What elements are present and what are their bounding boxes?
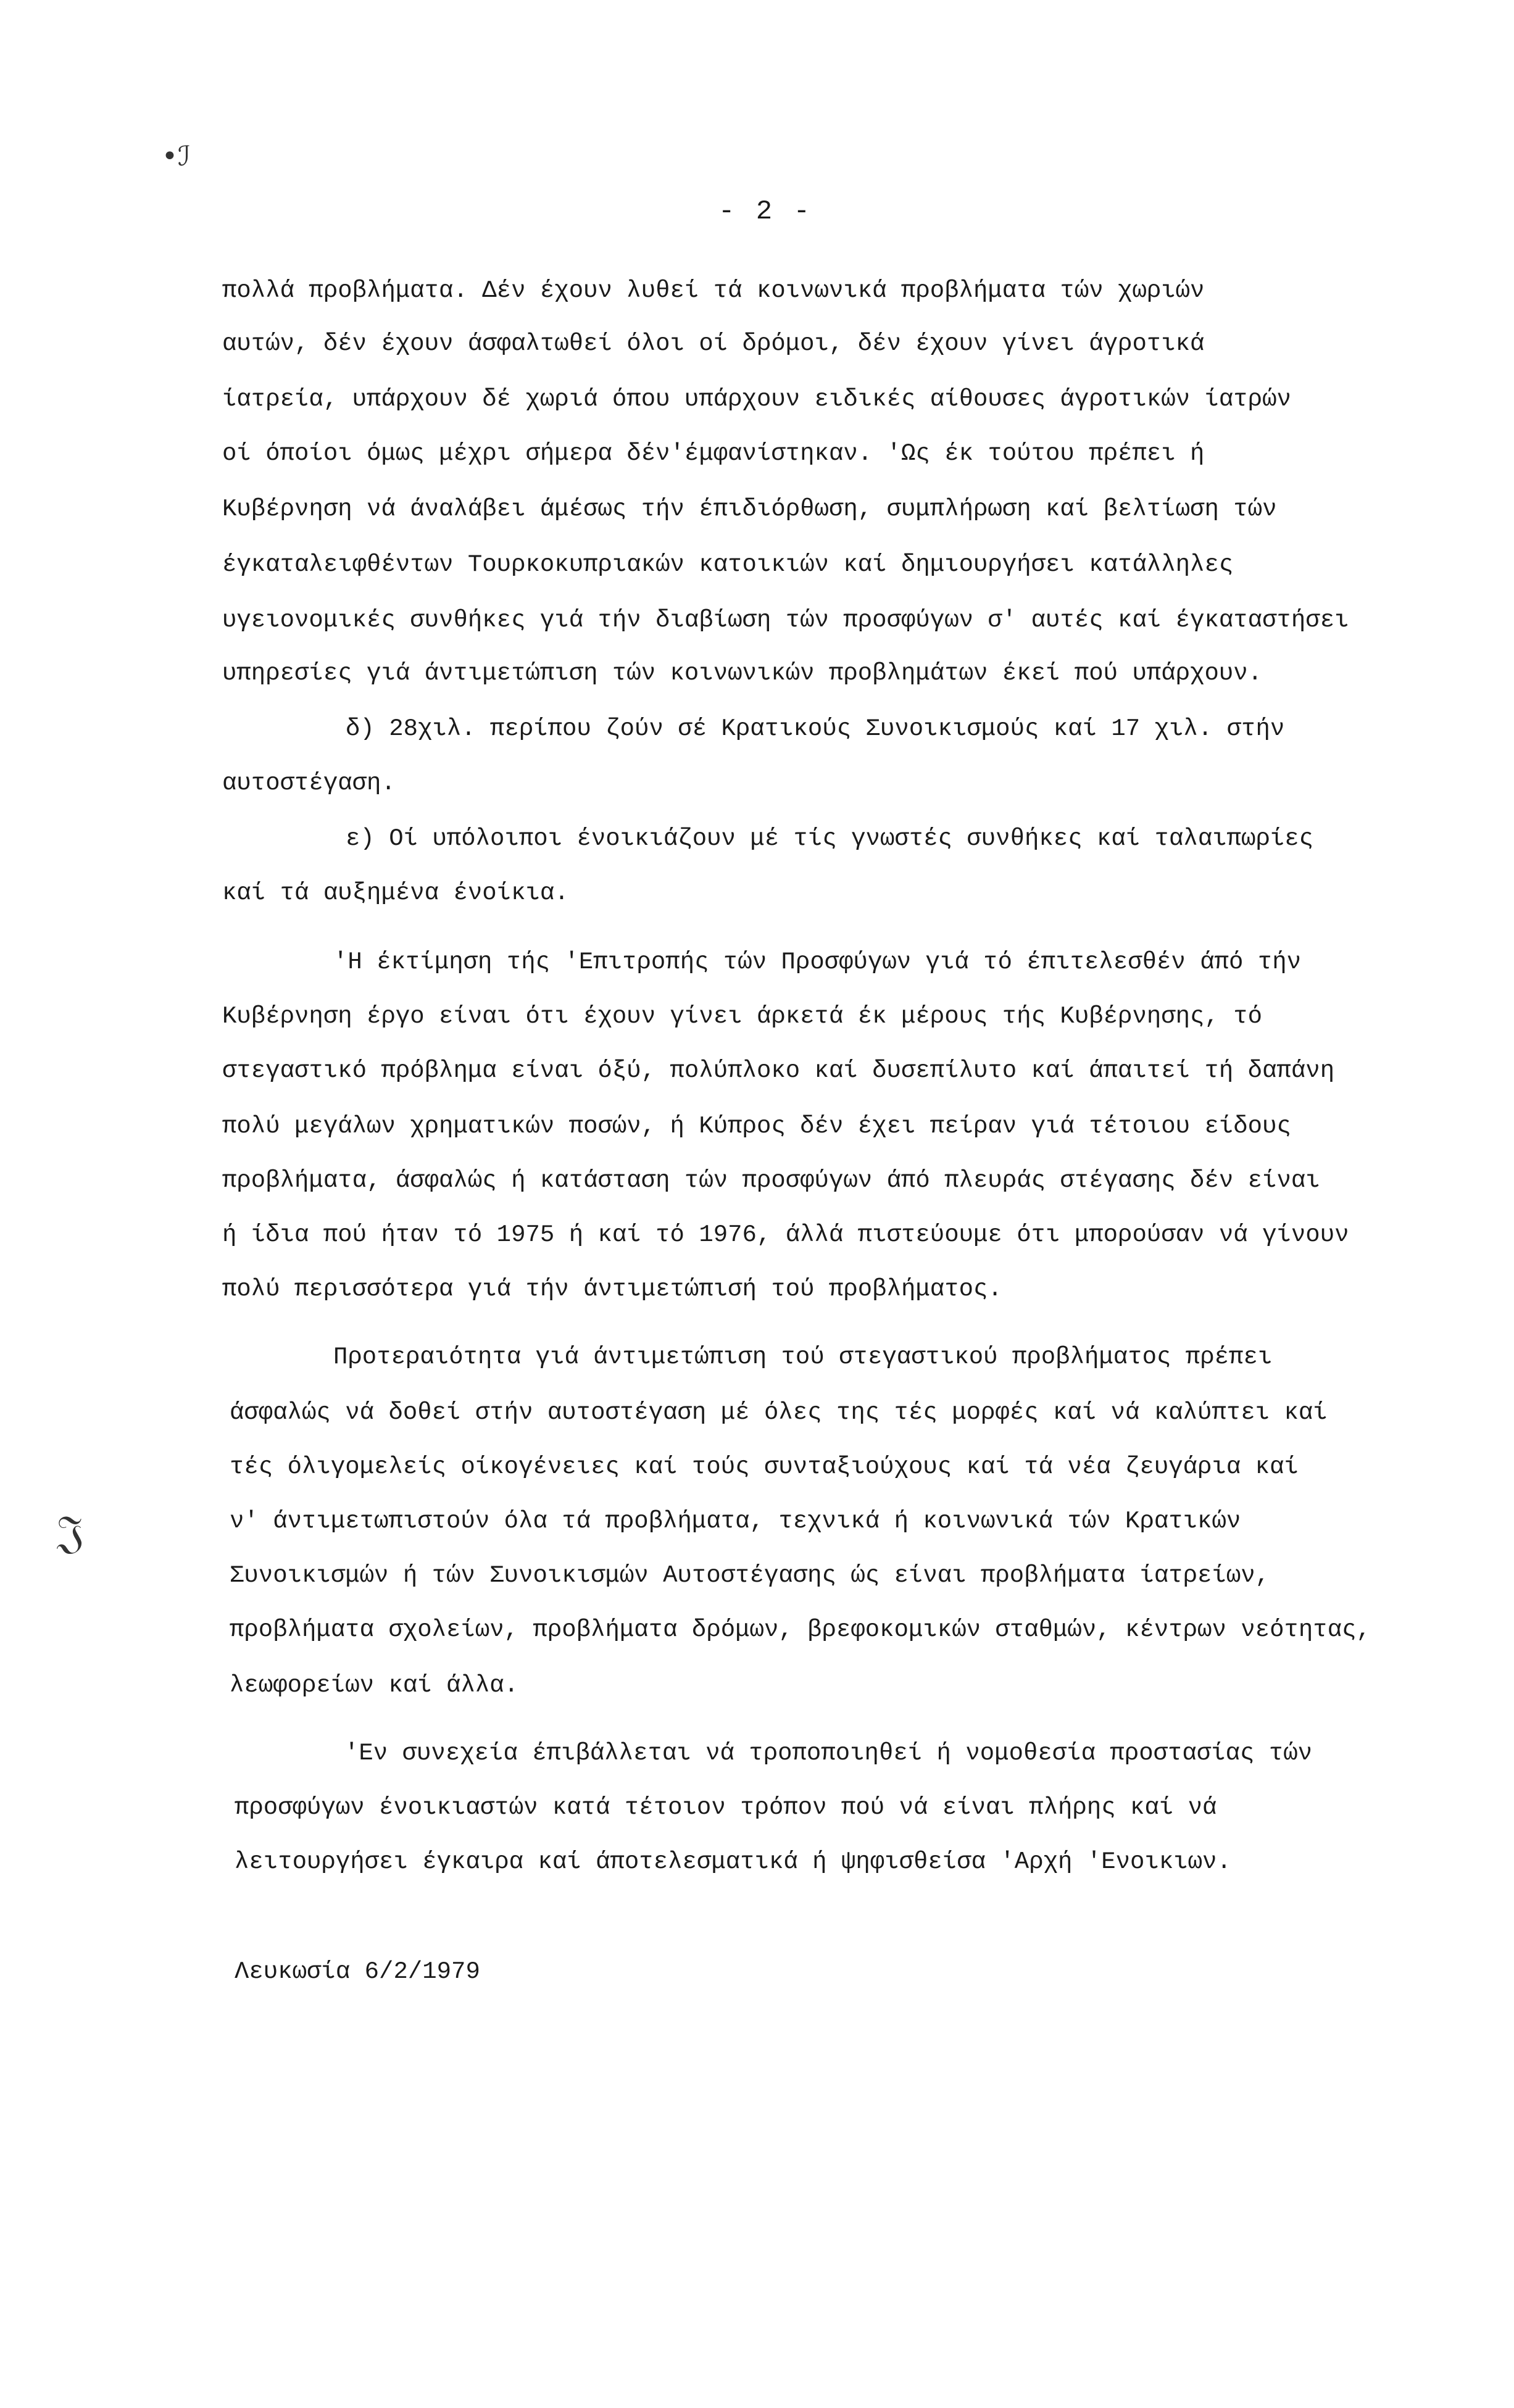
- text-line: στεγαστικό πρόβλημα είναι όξύ, πολύπλοκο καί δυσεπίλυτο καί άπαιτεί τή δαπάνη: [222, 1057, 1335, 1084]
- text-line: υπηρεσίες γιά άντιμετώπιση τών κοινωνικών προβλημάτων έκεί πού υπάρχουν.: [222, 660, 1263, 687]
- text-line: οί όποίοι όμως μέχρι σήμερα δέν'έμφανίστηκαν. 'Ως έκ τούτου πρέπει ή: [222, 440, 1205, 467]
- page-number: - 2 -: [718, 196, 813, 227]
- text-line: ν' άντιμετωπιστούν όλα τά προβλήματα, τεχνικά ή κοινωνικά τών Κρατικών: [230, 1508, 1241, 1535]
- text-line: Κυβέρνηση νά άναλάβει άμέσως τήν έπιδιόρθωση, συμπλήρωση καί βελτίωση τών: [222, 496, 1277, 523]
- text-line: ή ίδια πού ήταν τό 1975 ή καί τό 1976, άλλά πιστεύουμε ότι μπορούσαν νά γίνουν: [222, 1221, 1349, 1248]
- text-line: τές όλιγομελείς οίκογένειες καί τούς συνταξιούχους καί τά νέα ζευγάρια καί: [230, 1453, 1299, 1480]
- text-line: άσφαλώς νά δοθεί στήν αυτοστέγαση μέ όλες της τές μορφές καί νά καλύπτει καί: [230, 1399, 1328, 1426]
- text-line: ίατρεία, υπάρχουν δέ χωριά όπου υπάρχουν ειδικές αίθουσες άγροτικών ίατρών: [222, 386, 1291, 413]
- text-line: αυτοστέγαση.: [222, 770, 396, 797]
- text-line: καί τά αυξημένα ένοίκια.: [222, 879, 569, 907]
- text-line: έγκαταλειφθέντων Τουρκοκυπριακών κατοικιών καί δημιουργήσει κατάλληλες: [222, 551, 1234, 578]
- text-line: προβλήματα σχολείων, προβλήματα δρόμων, βρεφοκομικών σταθμών, κέντρων νεότητας,: [230, 1616, 1371, 1643]
- text-line: δ) 28χιλ. περίπου ζούν σέ Κρατικούς Συνοικισμούς καί 17 χιλ. στήν: [346, 715, 1285, 742]
- text-line: λειτουργήσει έγκαιρα καί άποτελεσματικά ή ψηφισθείσα 'Αρχή 'Ενοικιων.: [235, 1848, 1231, 1875]
- text-line: προβλήματα, άσφαλώς ή κατάσταση τών προσφύγων άπό πλευράς στέγασης δέν είναι: [222, 1167, 1320, 1194]
- text-line: 'Εν συνεχεία έπιβάλλεται νά τροποποιηθεί ή νομοθεσία προστασίας τών: [344, 1740, 1313, 1767]
- text-line: πολύ περισσότερα γιά τήν άντιμετώπισή τού προβλήματος.: [222, 1276, 1002, 1303]
- text-line: προσφύγων ένοικιαστών κατά τέτοιον τρόπον πού νά είναι πλήρης καί νά: [235, 1794, 1217, 1821]
- text-line: Συνοικισμών ή τών Συνοικισμών Αυτοστέγασης ώς είναι προβλήματα ίατρείων,: [230, 1562, 1270, 1589]
- text-line: λεωφορείων καί άλλα.: [230, 1672, 519, 1699]
- text-line: αυτών, δέν έχουν άσφαλτωθεί όλοι οί δρόμοι, δέν έχουν γίνει άγροτικά: [222, 330, 1205, 357]
- margin-mark-top: •ℐ: [162, 141, 191, 172]
- text-line: πολλά προβλήματα. Δέν έχουν λυθεί τά κοινωνικά προβλήματα τών χωριών: [222, 277, 1205, 304]
- text-line: Προτεραιότητα γιά άντιμετώπιση τού στεγαστικού προβλήματος πρέπει: [333, 1343, 1273, 1371]
- text-line: ε) Οί υπόλοιποι ένοικιάζουν μέ τίς γνωστές συνθήκες καί ταλαιπωρίες: [346, 825, 1314, 852]
- text-line: υγειονομικές συνθήκες γιά τήν διαβίωση τών προσφύγων σ' αυτές καί έγκαταστήσει: [222, 607, 1349, 634]
- margin-mark-left: 𝔍: [57, 1506, 85, 1558]
- text-line: Κυβέρνηση έργο είναι ότι έχουν γίνει άρκετά έκ μέρους τής Κυβέρνησης, τό: [222, 1003, 1263, 1030]
- date-line: Λευκωσία 6/2/1979: [235, 1958, 480, 1985]
- text-line: πολύ μεγάλων χρηματικών ποσών, ή Κύπρος δέν έχει πείραν γιά τέτοιου είδους: [222, 1113, 1291, 1140]
- text-line: 'Η έκτίμηση τής 'Επιτροπής τών Προσφύγων γιά τό έπιτελεσθέν άπό τήν: [333, 949, 1302, 976]
